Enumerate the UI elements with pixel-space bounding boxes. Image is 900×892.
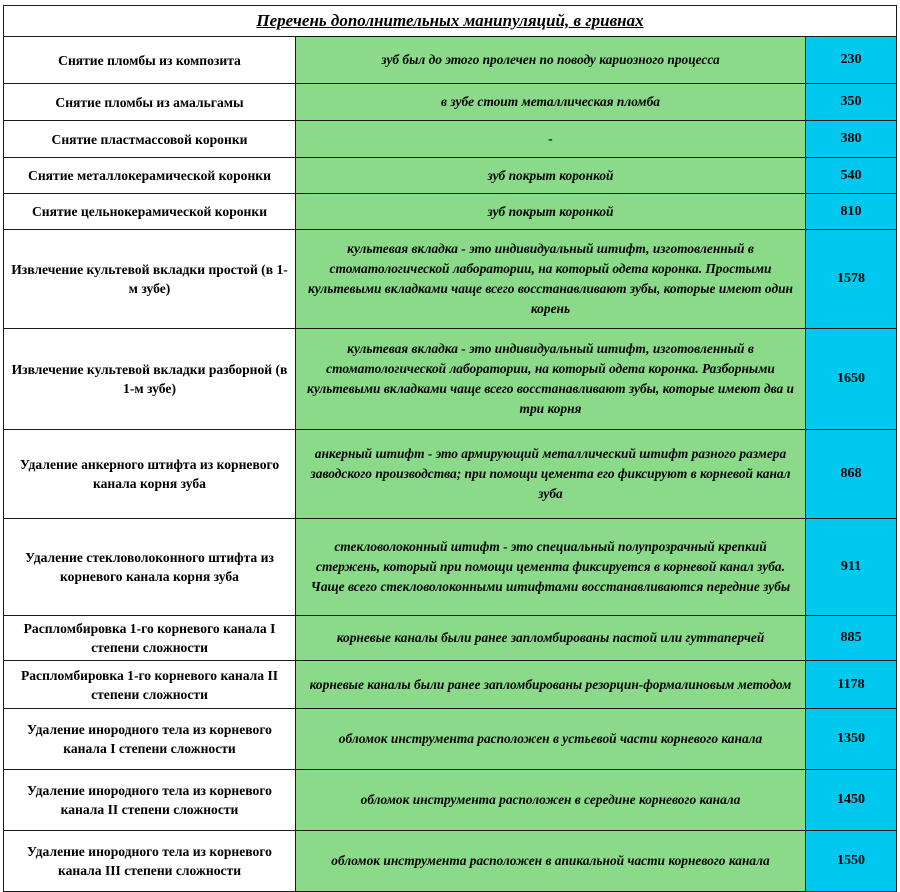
service-name: Удаление стекловолоконного штифта из корневого канала корня зуба	[4, 519, 296, 616]
service-price: 350	[806, 84, 897, 121]
service-price: 1450	[806, 770, 897, 831]
table-row	[4, 831, 897, 892]
service-name: Удаление анкерного штифта из корневого канала корня зуба	[4, 430, 296, 519]
service-name: Удаление инородного тела из корневого канала II степени сложности	[4, 770, 296, 831]
service-name: Снятие пластмассовой коронки	[4, 121, 296, 158]
service-name: Удаление инородного тела из корневого канала I степени сложности	[4, 709, 296, 770]
table-row	[4, 194, 897, 230]
service-description: -	[296, 121, 806, 158]
service-description: зуб покрыт коронкой	[296, 194, 806, 230]
service-name: Снятие пломбы из композита	[4, 37, 296, 84]
table-row	[4, 121, 897, 158]
service-name: Распломбировка 1-го корневого канала I степени сложности	[4, 616, 296, 661]
service-price: 1578	[806, 230, 897, 329]
service-price: 868	[806, 430, 897, 519]
table-row	[4, 661, 897, 709]
service-name: Извлечение культевой вкладки простой (в 1-м зубе)	[4, 230, 296, 329]
table-row	[4, 519, 897, 616]
service-description: анкерный штифт - это армирующий металлический штифт разного размера заводского производства; при помощи цемента его фиксируют в корневой канал зуба	[296, 430, 806, 519]
table-row	[4, 158, 897, 194]
service-price: 540	[806, 158, 897, 194]
service-description: обломок инструмента расположен в апикальной части корневого канала	[296, 831, 806, 892]
table-row	[4, 430, 897, 519]
service-name: Снятие металлокерамической коронки	[4, 158, 296, 194]
service-description: обломок инструмента расположен в устьевой части корневого канала	[296, 709, 806, 770]
service-name: Снятие цельнокерамической коронки	[4, 194, 296, 230]
service-name: Распломбировка 1-го корневого канала II степени сложности	[4, 661, 296, 709]
service-description: корневые каналы были ранее запломбированы пастой или гуттаперчей	[296, 616, 806, 661]
service-description: зуб покрыт коронкой	[296, 158, 806, 194]
service-price: 380	[806, 121, 897, 158]
table-row	[4, 230, 897, 329]
service-description: корневые каналы были ранее запломбированы резорцин-формалиновым методом	[296, 661, 806, 709]
service-price: 230	[806, 37, 897, 84]
service-description: зуб был до этого пролечен по поводу кариозного процесса	[296, 37, 806, 84]
service-price: 1650	[806, 329, 897, 430]
table-row	[4, 37, 897, 84]
service-price: 1350	[806, 709, 897, 770]
service-name: Удаление инородного тела из корневого канала III степени сложности	[4, 831, 296, 892]
table-row	[4, 616, 897, 661]
service-description: в зубе стоит металлическая пломба	[296, 84, 806, 121]
price-table	[3, 5, 897, 892]
service-price: 885	[806, 616, 897, 661]
service-description: культевая вкладка - это индивидуальный штифт, изготовленный в стоматологической лаборатории, на который одета коронка. Разборными культевыми вкладками чаще всего восстанавливают зубы, которые имеют два и три корня	[296, 329, 806, 430]
service-price: 1178	[806, 661, 897, 709]
service-price: 810	[806, 194, 897, 230]
table-row	[4, 709, 897, 770]
table-row	[4, 84, 897, 121]
table-title: Перечень дополнительных манипуляций, в гривнах	[4, 6, 897, 37]
title-row	[4, 6, 897, 37]
table-row	[4, 770, 897, 831]
service-price: 911	[806, 519, 897, 616]
service-description: культевая вкладка - это индивидуальный штифт, изготовленный в стоматологической лаборатории, на который одета коронка. Простыми культевыми вкладками чаще всего восстанавливают зубы, которые имеют один корень	[296, 230, 806, 329]
service-description: обломок инструмента расположен в середине корневого канала	[296, 770, 806, 831]
service-name: Извлечение культевой вкладки разборной (в 1-м зубе)	[4, 329, 296, 430]
service-name: Снятие пломбы из амальгамы	[4, 84, 296, 121]
service-description: стекловолоконный штифт - это специальный полупрозрачный крепкий стержень, который при помощи цемента фиксируется в корневой канал зуба. Чаще всего стекловолоконными штифтами восстанавливаются передние зубы	[296, 519, 806, 616]
price-sheet	[3, 5, 896, 892]
table-row	[4, 329, 897, 430]
service-price: 1550	[806, 831, 897, 892]
